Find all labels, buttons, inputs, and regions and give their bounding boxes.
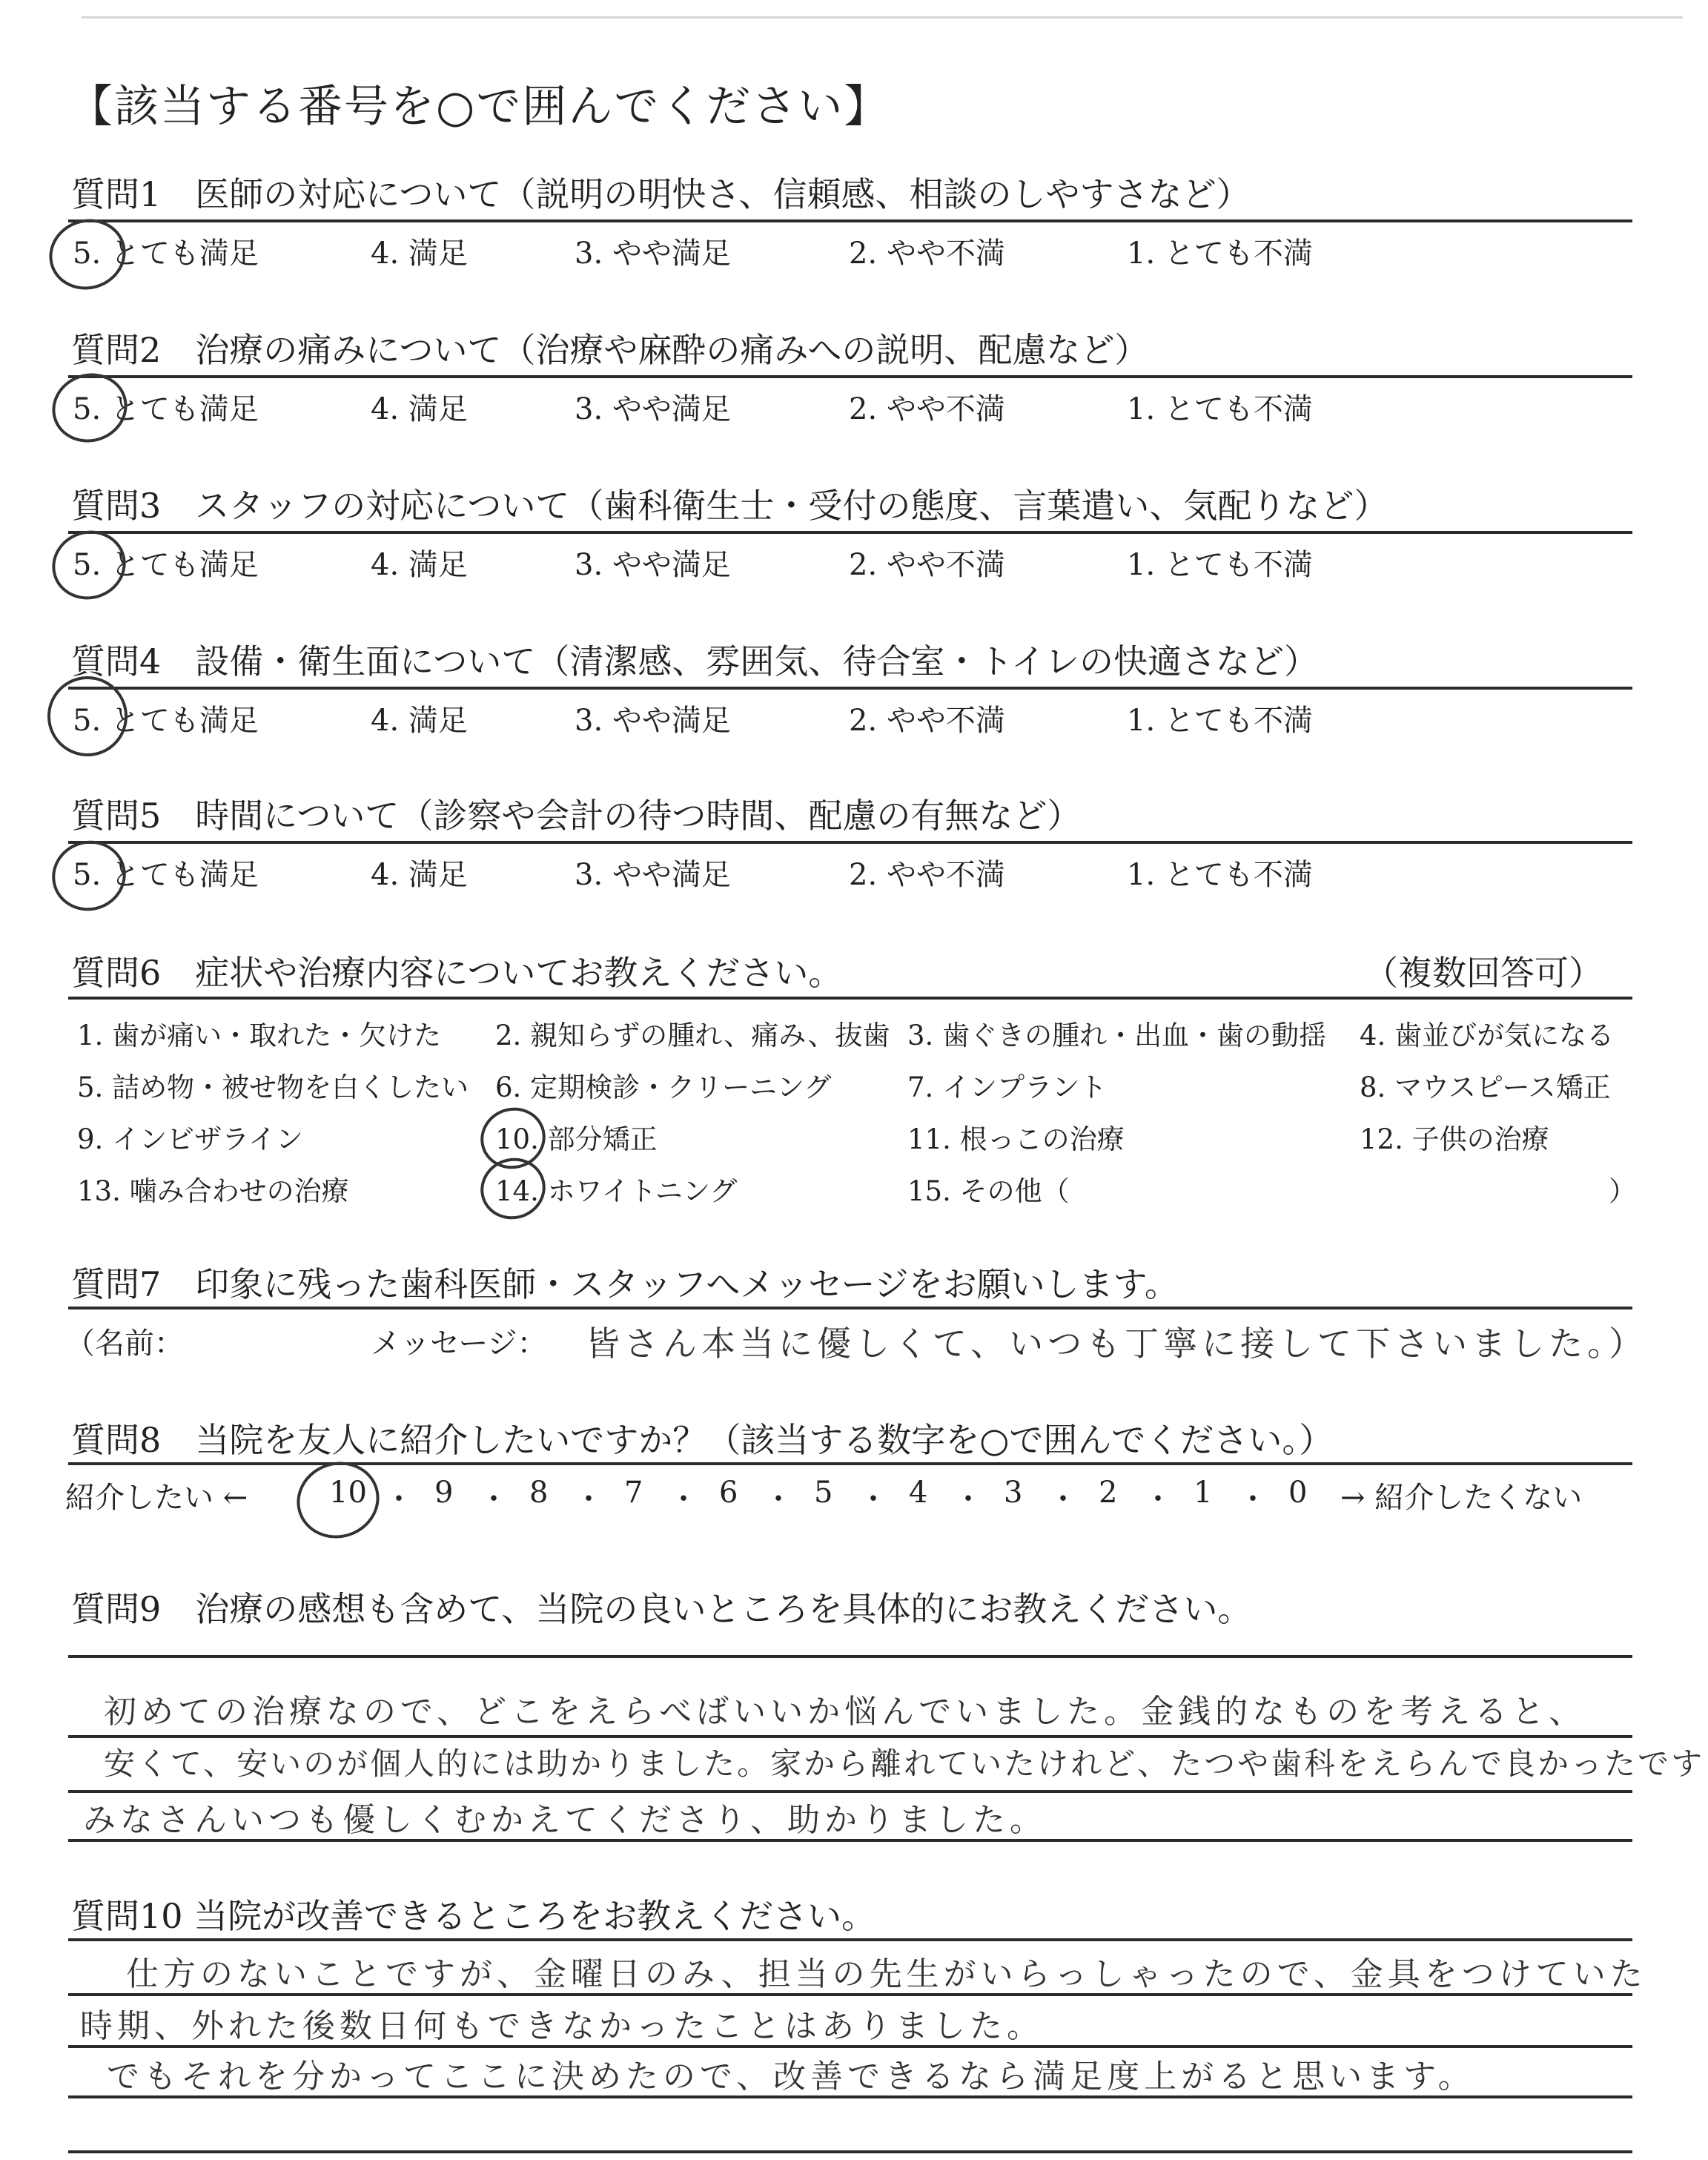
q7-title: 質問7 印象に残った歯科医師・スタッフへメッセージをお願いします。 bbox=[71, 1264, 1179, 1304]
q8-sep: ・ bbox=[384, 1482, 414, 1516]
q3-option-1[interactable]: 1. とても不満 bbox=[1127, 548, 1313, 582]
q6-item-11[interactable]: 11. 根っこの治療 bbox=[907, 1123, 1125, 1155]
q1-option-3[interactable]: 3. やや満足 bbox=[575, 237, 731, 271]
q3-option-4[interactable]: 4. 満足 bbox=[371, 548, 468, 582]
q3-answer-circle bbox=[43, 521, 135, 609]
q8-scale-9[interactable]: 9 bbox=[434, 1476, 454, 1510]
q7-name-label: （名前： bbox=[65, 1327, 184, 1361]
q8-scale-1[interactable]: 1 bbox=[1194, 1476, 1213, 1510]
q1-title: 質問1 医師の対応について（説明の明快さ、信頼感、相談のしやすさなど） bbox=[71, 174, 1251, 214]
q2-option-5[interactable]: 5. とても満足 bbox=[73, 392, 259, 426]
q7-message-answer[interactable]: 皆さん本当に優しくて、いつも丁寧に接して下さいました。） bbox=[586, 1324, 1648, 1364]
q8-left-label: 紹介したい ← bbox=[65, 1481, 248, 1515]
q2-option-2[interactable]: 2. やや不満 bbox=[849, 392, 1005, 426]
q8-scale-3[interactable]: 3 bbox=[1004, 1476, 1023, 1510]
q10-rule-1 bbox=[68, 1938, 1632, 1941]
q8-scale-7[interactable]: 7 bbox=[624, 1476, 643, 1510]
q6-item-3[interactable]: 3. 歯ぐきの腫れ・出血・歯の動揺 bbox=[907, 1020, 1327, 1051]
q1-option-4[interactable]: 4. 満足 bbox=[371, 237, 468, 271]
q8-answer-circle bbox=[287, 1451, 389, 1549]
q8-sep: ・ bbox=[1238, 1482, 1268, 1516]
q9-title: 質問9 治療の感想も含めて、当院の良いところを具体的にお教えください。 bbox=[71, 1589, 1252, 1629]
q8-scale-4[interactable]: 4 bbox=[909, 1476, 928, 1510]
q8-scale-6[interactable]: 6 bbox=[719, 1476, 738, 1510]
q6-item-9[interactable]: 9. インビザライン bbox=[77, 1123, 303, 1155]
q6-item-14-circle bbox=[472, 1149, 553, 1227]
q8-scale-8[interactable]: 8 bbox=[529, 1476, 549, 1510]
q8-scale-0[interactable]: 0 bbox=[1288, 1476, 1308, 1510]
q2-option-3[interactable]: 3. やや満足 bbox=[575, 392, 731, 426]
q8-sep: ・ bbox=[858, 1482, 888, 1516]
q3-option-3[interactable]: 3. やや満足 bbox=[575, 548, 731, 582]
q6-item-10[interactable]: 10. 部分矯正 bbox=[495, 1123, 658, 1155]
q4-option-5[interactable]: 5. とても満足 bbox=[73, 704, 259, 738]
q6-other-close-paren: ） bbox=[1609, 1175, 1636, 1207]
q7-rule bbox=[68, 1307, 1632, 1309]
q2-option-4[interactable]: 4. 満足 bbox=[371, 392, 468, 426]
q10-answer-line-2[interactable]: 時期、外れた後数日何もできなかったことはありました。 bbox=[80, 2007, 1044, 2045]
q6-title: 質問6 症状や治療内容についてお教えください。 bbox=[71, 953, 843, 993]
q5-option-2[interactable]: 2. やや不満 bbox=[849, 858, 1005, 892]
q8-sep: ・ bbox=[669, 1482, 698, 1516]
q4-rule bbox=[68, 687, 1632, 690]
q5-option-3[interactable]: 3. やや満足 bbox=[575, 858, 731, 892]
q3-rule bbox=[68, 531, 1632, 534]
q6-item-1[interactable]: 1. 歯が痛い・取れた・欠けた bbox=[77, 1020, 442, 1051]
q8-scale-10[interactable]: 10 bbox=[329, 1476, 367, 1510]
q10-answer-line-3[interactable]: でもそれを分かってここに決めたので、改善できるなら満足度上がると思います。 bbox=[107, 2058, 1475, 2095]
q1-option-2[interactable]: 2. やや不満 bbox=[849, 237, 1005, 271]
top-border bbox=[82, 16, 1683, 19]
q1-rule bbox=[68, 219, 1632, 222]
q1-option-1[interactable]: 1. とても不満 bbox=[1127, 237, 1313, 271]
q5-answer-circle bbox=[43, 831, 135, 920]
q6-item-13[interactable]: 13. 噛み合わせの治療 bbox=[77, 1175, 349, 1207]
q10-title: 質問10 当院が改善できるところをお教えください。 bbox=[71, 1896, 876, 1936]
q6-item-6[interactable]: 6. 定期検診・クリーニング bbox=[495, 1071, 832, 1103]
q8-title: 質問8 当院を友人に紹介したいですか？（該当する数字を○で囲んでください。） bbox=[71, 1420, 1334, 1460]
q9-answer-line-1[interactable]: 初めての治療なので、どこをえらべばいいか悩んでいました。金銭的なものを考えると、 bbox=[104, 1693, 1586, 1731]
q8-sep: ・ bbox=[764, 1482, 793, 1516]
q6-item-14[interactable]: 14. ホワイトニング bbox=[495, 1175, 738, 1207]
q8-sep: ・ bbox=[574, 1482, 603, 1516]
q10-answer-line-1[interactable]: 仕方のないことですが、金曜日のみ、担当の先生がいらっしゃったので、金具をつけていた bbox=[126, 1955, 1647, 1993]
q2-option-1[interactable]: 1. とても不満 bbox=[1127, 392, 1313, 426]
q5-option-4[interactable]: 4. 満足 bbox=[371, 858, 468, 892]
q1-option-5[interactable]: 5. とても満足 bbox=[73, 237, 259, 271]
q6-item-4[interactable]: 4. 歯並びが気になる bbox=[1360, 1020, 1615, 1051]
q6-multi-answer-note: （複数回答可） bbox=[1364, 953, 1603, 993]
q1-answer-circle bbox=[40, 209, 135, 300]
q7-message-label: メッセージ： bbox=[371, 1327, 547, 1361]
q2-rule bbox=[68, 375, 1632, 378]
q5-rule bbox=[68, 841, 1632, 844]
q6-item-8[interactable]: 8. マウスピース矯正 bbox=[1360, 1071, 1611, 1103]
q8-right-label: → 紹介したくない bbox=[1340, 1481, 1583, 1515]
q9-answer-line-3[interactable]: みなさんいつも優しくむかえてくださり、助かりました。 bbox=[83, 1801, 1047, 1839]
q9-rule-2 bbox=[68, 1735, 1632, 1738]
q6-item-7[interactable]: 7. インプラント bbox=[907, 1071, 1108, 1103]
q3-option-2[interactable]: 2. やや不満 bbox=[849, 548, 1005, 582]
q8-scale-5[interactable]: 5 bbox=[814, 1476, 833, 1510]
q6-rule bbox=[68, 997, 1632, 1000]
q4-option-3[interactable]: 3. やや満足 bbox=[575, 704, 731, 738]
q3-title: 質問3 スタッフの対応について（歯科衛生士・受付の態度、言葉遣い、気配りなど） bbox=[71, 486, 1388, 526]
q8-rule bbox=[68, 1462, 1632, 1465]
q5-option-5[interactable]: 5. とても満足 bbox=[73, 858, 259, 892]
q6-item-15[interactable]: 15. その他（ bbox=[907, 1175, 1070, 1207]
q8-sep: ・ bbox=[953, 1482, 983, 1516]
q6-item-12[interactable]: 12. 子供の治療 bbox=[1360, 1123, 1549, 1155]
q5-title: 質問5 時間について（診察や会計の待つ時間、配慮の有無など） bbox=[71, 796, 1082, 836]
q6-item-5[interactable]: 5. 詰め物・被せ物を白くしたい bbox=[77, 1071, 469, 1103]
q9-answer-line-2[interactable]: 安くて、安いのが個人的には助かりました。家から離れていたけれど、たつや歯科をえらんで良かったです bbox=[104, 1745, 1705, 1782]
q4-title: 質問4 設備・衛生面について（清潔感、雰囲気、待合室・トイレの快適さなど） bbox=[71, 641, 1319, 681]
q9-rule-1 bbox=[68, 1655, 1632, 1658]
q8-sep: ・ bbox=[1048, 1482, 1078, 1516]
q4-option-2[interactable]: 2. やや不満 bbox=[849, 704, 1005, 738]
q6-item-2[interactable]: 2. 親知らずの腫れ、痛み、抜歯 bbox=[495, 1020, 890, 1051]
q8-sep: ・ bbox=[479, 1482, 509, 1516]
q5-option-1[interactable]: 1. とても不満 bbox=[1127, 858, 1313, 892]
bottom-rule bbox=[68, 2150, 1632, 2153]
q4-option-4[interactable]: 4. 満足 bbox=[371, 704, 468, 738]
q2-title: 質問2 治療の痛みについて（治療や麻酔の痛みへの説明、配慮など） bbox=[71, 330, 1149, 370]
page-header: 【該当する番号を○で囲んでください】 bbox=[68, 81, 890, 133]
q8-scale-2[interactable]: 2 bbox=[1099, 1476, 1118, 1510]
q4-option-1[interactable]: 1. とても不満 bbox=[1127, 704, 1313, 738]
q3-option-5[interactable]: 5. とても満足 bbox=[73, 548, 259, 582]
q8-sep: ・ bbox=[1143, 1482, 1173, 1516]
